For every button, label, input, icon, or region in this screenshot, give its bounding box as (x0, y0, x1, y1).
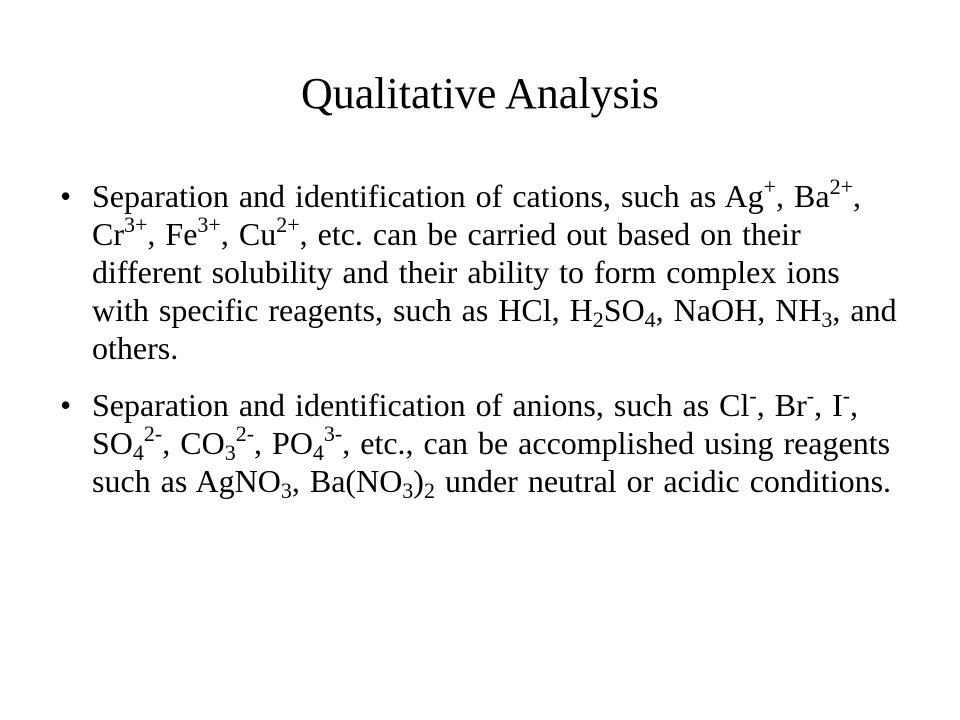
superscript: 2- (143, 421, 163, 446)
bullet-point-icon: • (60, 178, 72, 214)
bullet-item-anions (60, 383, 900, 503)
superscript: 2- (235, 421, 255, 446)
subscript: 4 (312, 440, 324, 465)
slide-title: Qualitative Analysis (300, 69, 660, 118)
superscript: - (749, 383, 757, 408)
subscript: 3 (821, 307, 833, 332)
superscript: 3+ (197, 212, 221, 237)
bullet-text: Separation and identification of anions, such as Cl-, Br-, I-, $SO_4^{2-}$, $CO_3^{2-}$, $PO_4^{3-}$, etc., can be accomplished using reagents such as AgNO$_3$, $Ba(NO_3)_2$ under neutral or acidic conditions. (92, 383, 892, 503)
subscript: 3 (224, 440, 236, 465)
subscript: 2 (592, 307, 604, 332)
subscript: 3 (280, 478, 292, 503)
subscript: 3 (402, 478, 414, 503)
bullet-list (60, 174, 900, 519)
bullet-item-cations (60, 174, 900, 367)
superscript: + (763, 174, 777, 199)
subscript: 4 (132, 440, 144, 465)
bullet-point-icon: • (60, 387, 72, 423)
subscript: 4 (644, 307, 656, 332)
superscript: - (806, 383, 815, 408)
superscript: 2+ (829, 174, 853, 199)
superscript: - (842, 383, 851, 408)
superscript: 2+ (276, 212, 300, 237)
bullet-text: Separation and identification of cations, such as Ag+, $Ba^{2+}$, $Cr^{3+}$, $Fe^{3+}$, $Cu^{2+}$, etc. can be carried out based on their different solubility and their ability to form complex ions with specific reagents, such as HCl, $H_2SO_4$, NaOH, $NH_3$, and others. (92, 174, 897, 366)
superscript: 3- (323, 421, 343, 446)
subscript: 2 (423, 478, 435, 503)
superscript: 3+ (124, 212, 148, 237)
